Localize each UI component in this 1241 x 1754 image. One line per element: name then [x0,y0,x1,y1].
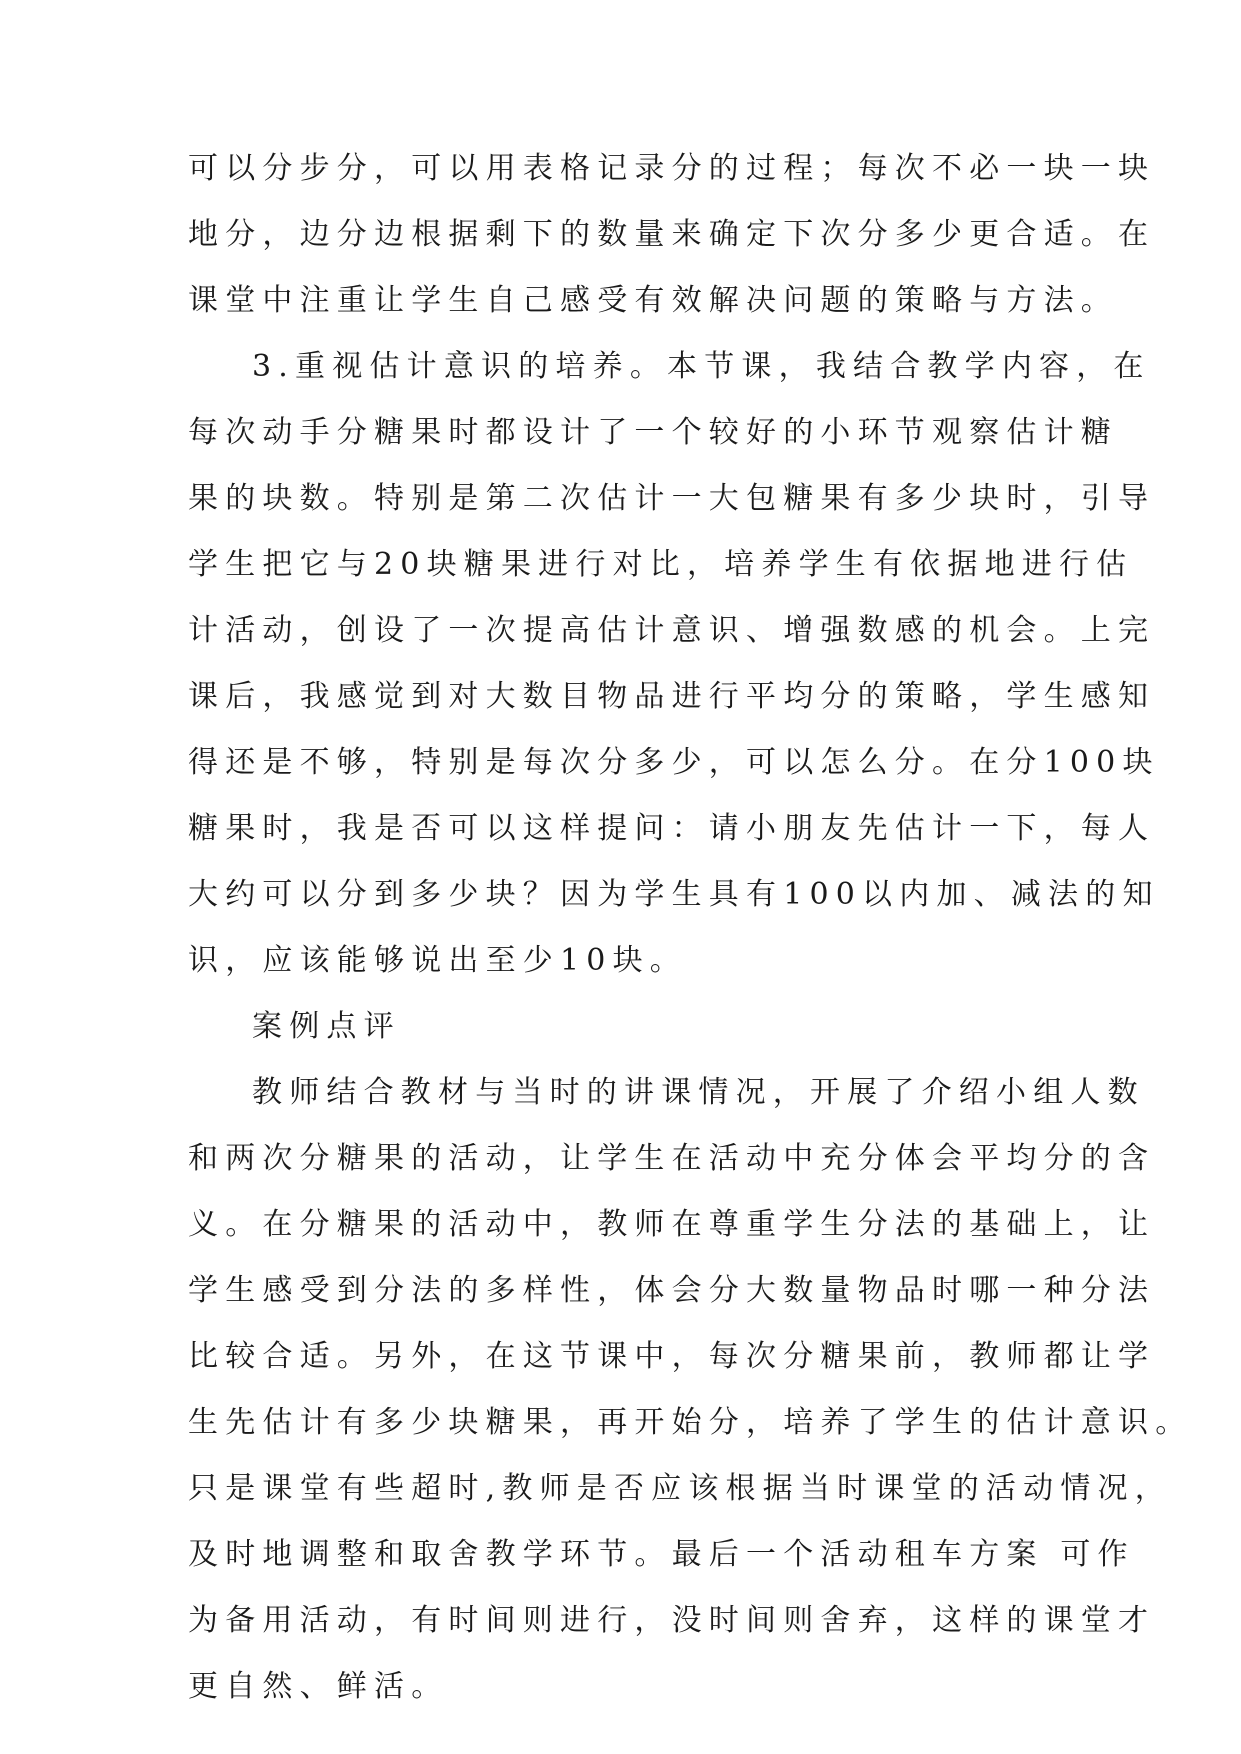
text-line: 教师结合教材与当时的讲课情况，开展了介绍小组人数 [252,1075,1145,1110]
text-line: 计活动，创设了一次提高估计意识、增强数感的机会。上完 [188,613,1156,648]
text-line: 为备用活动，有时间则进行，没时间则舍弃，这样的课堂才 [188,1603,1156,1638]
text-line: 糖果时，我是否可以这样提问：请小朋友先估计一下，每人 [188,811,1156,846]
text-line: 课后，我感觉到对大数目物品进行平均分的策略，学生感知 [188,679,1156,714]
section-heading: 案例点评 [252,1009,401,1044]
text-line: 和两次分糖果的活动，让学生在活动中充分体会平均分的含 [188,1141,1156,1176]
text-line: 每次动手分糖果时都设计了一个较好的小环节观察估计糖 [188,415,1118,450]
text-line: 地分，边分边根据剩下的数量来确定下次分多少更合适。在 [188,217,1156,252]
text-line: 识，应该能够说出至少10块。 [188,943,687,978]
text-line: 课堂中注重让学生自己感受有效解决问题的策略与方法。 [188,283,1118,318]
text-line: 及时地调整和取舍教学环节。最后一个活动租车方案 可作 [188,1537,1135,1572]
text-line: 学生把它与20块糖果进行对比，培养学生有依据地进行估 [188,547,1134,582]
text-line: 义。在分糖果的活动中，教师在尊重学生分法的基础上，让 [188,1207,1156,1242]
text-line: 学生感受到分法的多样性，体会分大数量物品时哪一种分法 [188,1273,1156,1308]
text-line: 3.重视估计意识的培养。本节课，我结合教学内容，在 [252,349,1151,384]
text-line: 可以分步分，可以用表格记录分的过程；每次不必一块一块 [188,151,1156,186]
body-text [188,136,1193,1720]
text-line: 只是课堂有些超时,教师是否应该根据当时课堂的活动情况， [188,1471,1172,1506]
text-line: 更自然、鲜活。 [188,1669,449,1704]
text-line: 果的块数。特别是第二次估计一大包糖果有多少块时，引导 [188,481,1156,516]
text-line: 得还是不够，特别是每次分多少，可以怎么分。在分100块 [188,745,1160,780]
text-line: 大约可以分到多少块？因为学生具有100以内加、减法的知 [188,877,1160,912]
text-line: 比较合适。另外，在这节课中，每次分糖果前，教师都让学 [188,1339,1156,1374]
text-line: 生先估计有多少块糖果，再开始分，培养了学生的估计意识。 [188,1405,1193,1440]
